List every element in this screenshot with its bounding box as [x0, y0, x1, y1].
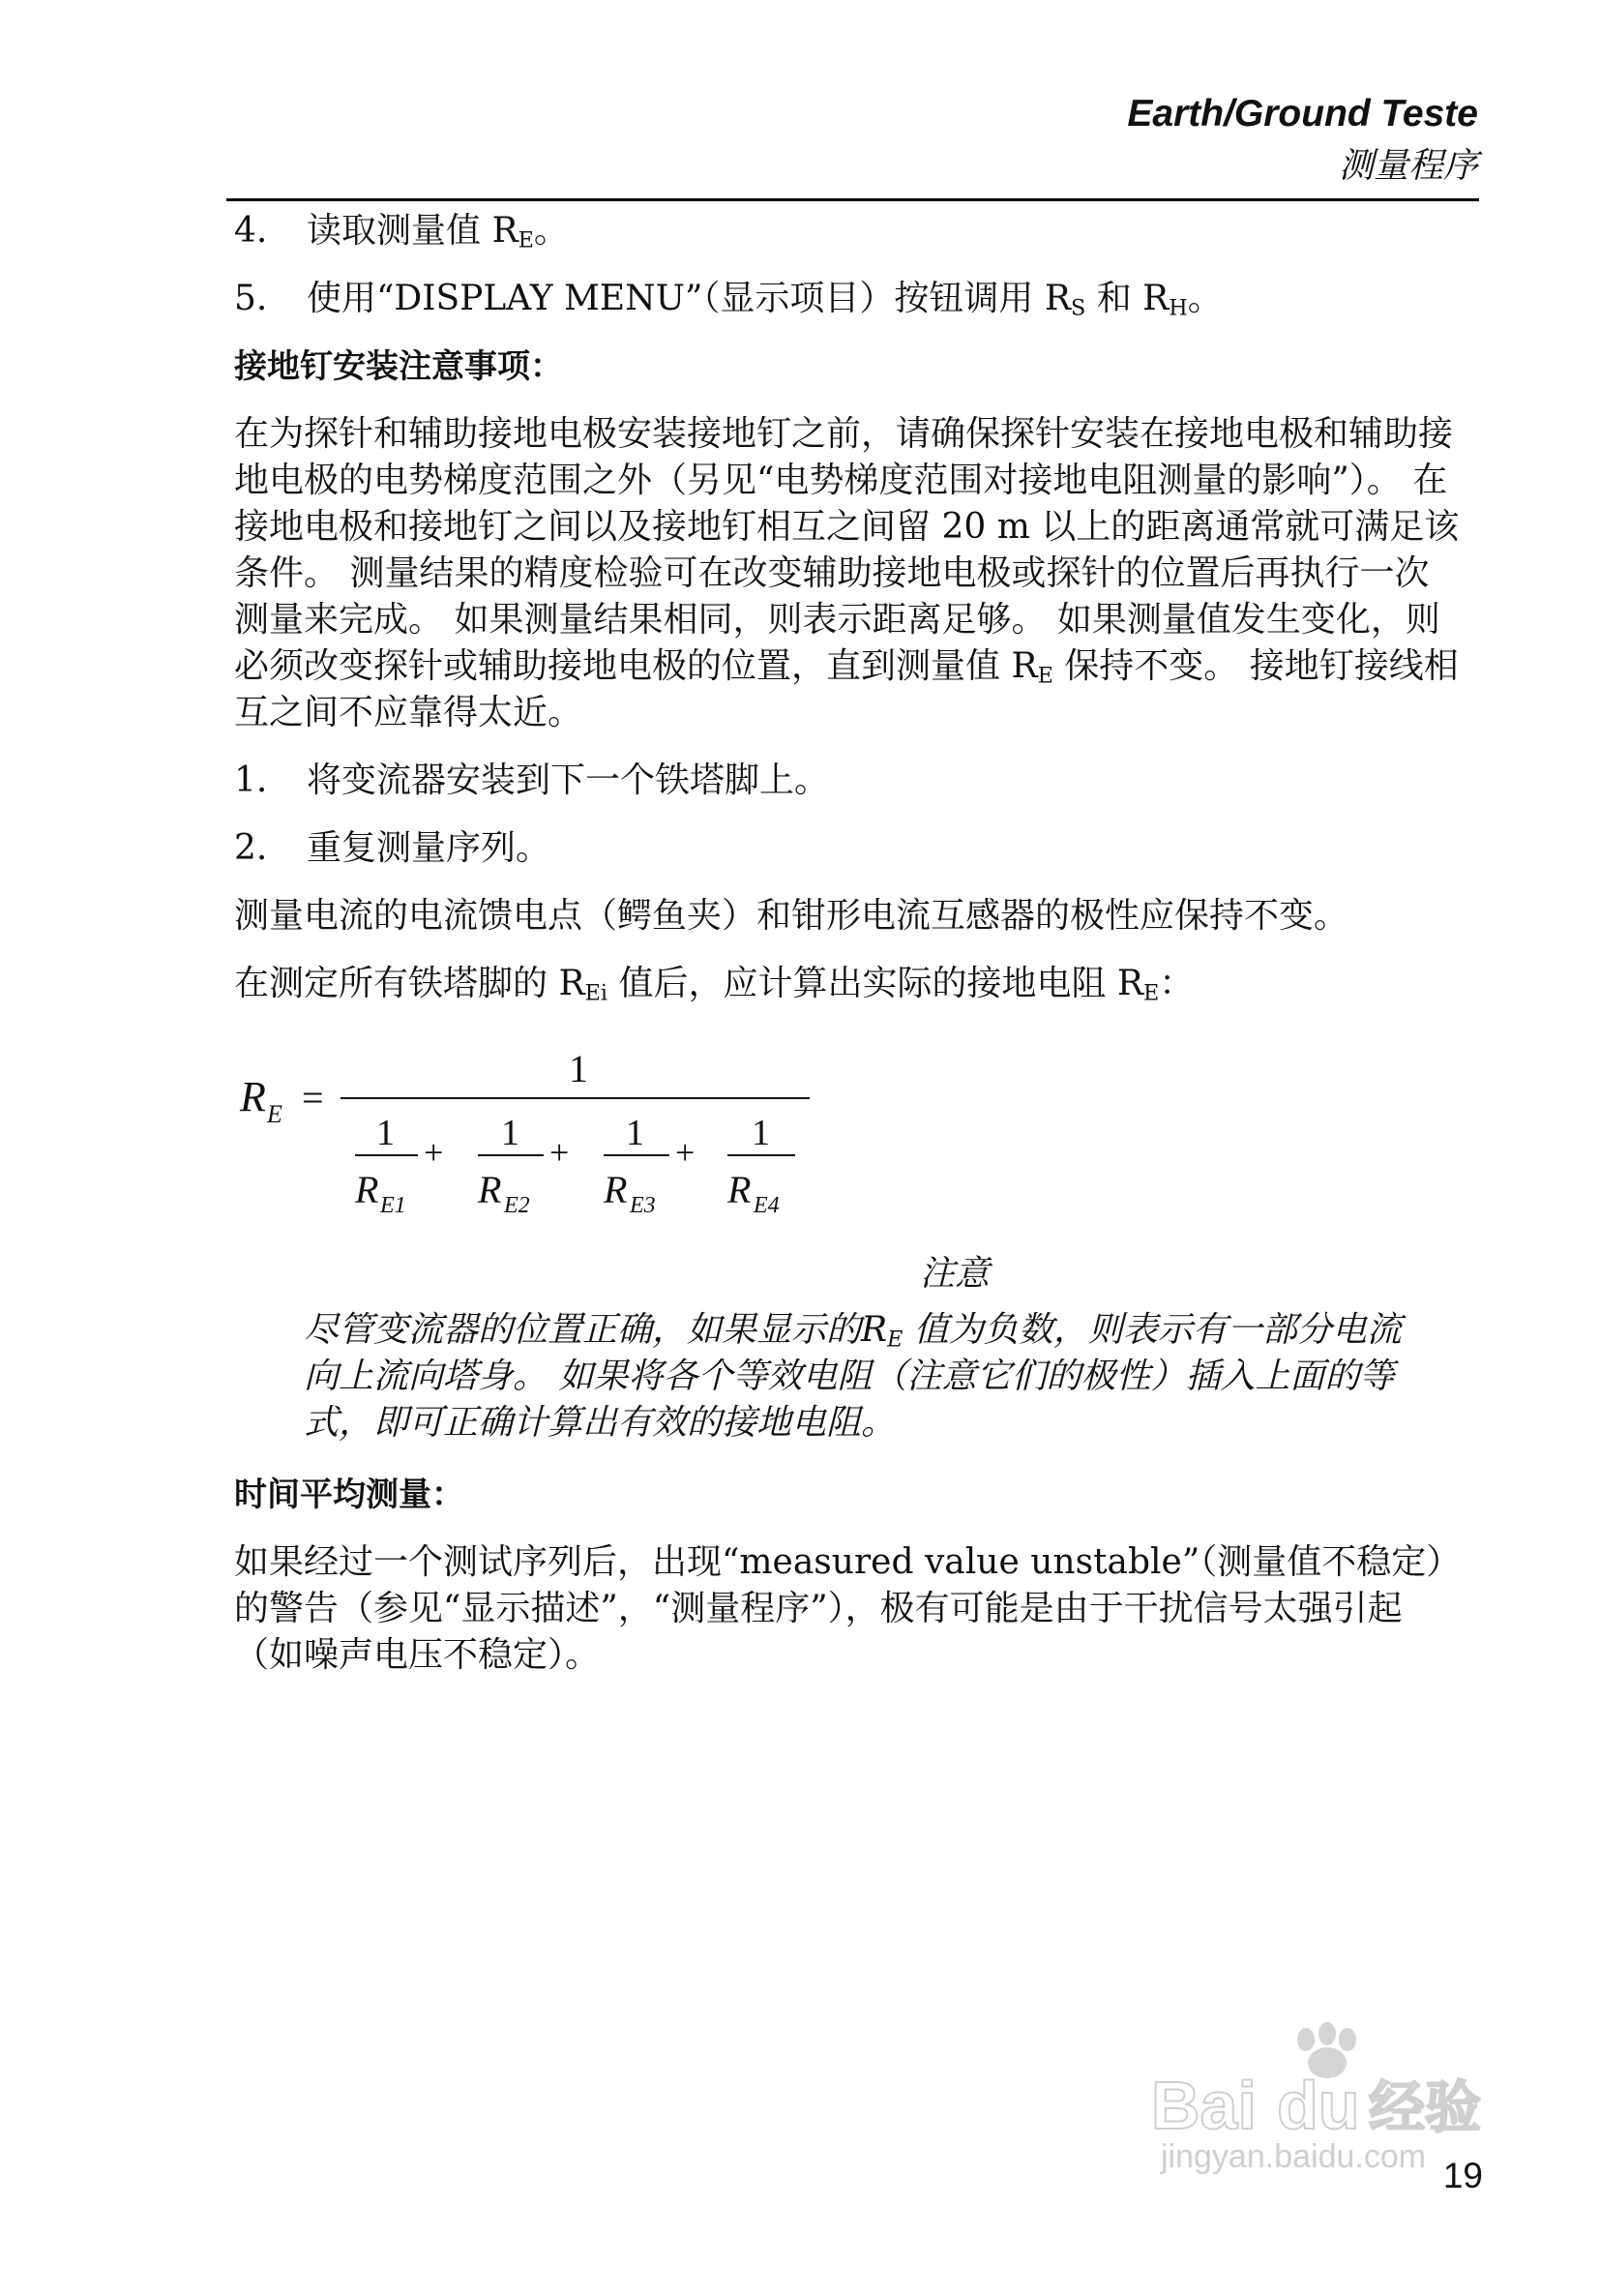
formula-term-2: [477, 1113, 544, 1218]
step-2: [234, 825, 1463, 872]
step-number: 5.: [234, 279, 268, 318]
paragraph-text: ：: [1159, 964, 1195, 1003]
resistance-formula: [234, 1029, 1463, 1222]
formula-term-1: [354, 1113, 418, 1218]
formula-plus: +: [549, 1133, 570, 1172]
term-numerator: 1: [376, 1113, 395, 1153]
step-text: 重复测量序列。: [307, 828, 551, 868]
term-denominator: R: [355, 1168, 379, 1211]
paragraph-text: 值后，应计算出实际的接地电阻 R: [607, 964, 1143, 1003]
paragraph-polarity: 测量电流的电流馈电点（鳄鱼夹）和钳形电流互感器的极性应保持不变。: [234, 896, 1349, 936]
formula-equals: =: [302, 1076, 324, 1119]
formula-term-4: [726, 1113, 795, 1218]
watermark-cn: 经验: [1369, 2074, 1482, 2140]
formula-lhs: R: [240, 1073, 266, 1120]
paragraph-text: 在测定所有铁塔脚的 R: [234, 964, 585, 1003]
step-4: [234, 208, 1463, 254]
subscript: H: [1169, 295, 1188, 321]
term-denominator: R: [478, 1168, 502, 1211]
watermark-url: jingyan.baidu.com: [1161, 2138, 1427, 2175]
header-title: Earth/Ground Teste: [1127, 93, 1478, 134]
header-rule: [226, 198, 1479, 201]
note-title: 注意: [919, 1254, 990, 1294]
step-text-tail: 。: [1187, 279, 1223, 318]
note-body: [234, 1307, 1463, 1446]
paragraph-text: 在为探针和辅助接地电极安装接地钉之前，请确保探针安装在接地电极和辅助接地电极的电势梯度范围之外（另见“电势梯度范围对接地电阻测量的影响”）。 在接地电极和接地钉之间以及接地钉相互之间留 20 m 以上的距离通常就可满足该条件。 测量结果的精度检验可在改变辅助接地电极或探针的位置后再执行一次测量来完成。 如果测量结果相同，则表示距离足够。 如果测量值发生变化，则必须改变探针或辅助接地电极的位置，直到测量值 R: [234, 414, 1460, 686]
step-number: 2.: [234, 828, 268, 868]
step-text-tail: 。: [533, 211, 569, 251]
step-number: 4.: [234, 211, 268, 251]
paragraph-text-tail: 保持不变。 接地钉接线相互之间不应靠得太近。: [234, 646, 1459, 732]
paragraph-calculation: [234, 961, 1463, 1007]
term-numerator: 1: [501, 1113, 519, 1153]
paragraph-time-averaging: 如果经过一个测试序列后，出现“measured value unstable”（测量值不稳定）的警告（参见“显示描述”，“测量程序”），极有可能是由于干扰信号太强引起（如噪声电压不稳定）。: [234, 1542, 1462, 1675]
term-subscript: E2: [504, 1193, 530, 1218]
term-numerator: 1: [626, 1113, 644, 1153]
term-denominator: R: [727, 1168, 752, 1211]
subscript: E: [1143, 980, 1160, 1006]
formula-plus: +: [424, 1133, 444, 1172]
subscript: S: [1070, 295, 1086, 321]
subscript: Ei: [584, 980, 607, 1006]
term-denominator: R: [604, 1168, 628, 1211]
step-text: 使用“DISPLAY MENU”（显示项目）按钮调用 R: [307, 279, 1071, 318]
subscript: E: [887, 1327, 903, 1353]
paragraph-stake-installation: [234, 411, 1463, 736]
formula-lhs-sub: E: [267, 1100, 282, 1128]
formula-graphic: [234, 1029, 911, 1222]
step-text-mid: 和 R: [1085, 279, 1170, 318]
step-1: [234, 758, 1463, 804]
formula-numerator: 1: [569, 1047, 588, 1090]
step-number: 1.: [234, 760, 268, 800]
term-subscript: E1: [380, 1193, 406, 1218]
step-text: 读取测量值 R: [307, 211, 518, 251]
term-subscript: E3: [630, 1193, 656, 1218]
note-text-tail: 值为负数，则表示有一部分电流向上流向塔身。 如果将各个等效电阻（注意它们的极性）插入上面的等式，即可正确计算出有效的接地电阻。: [304, 1310, 1402, 1443]
baidu-jingyan-watermark: [1151, 2022, 1538, 2177]
subscript: E: [518, 227, 534, 253]
watermark-brand: Bai: [1151, 2068, 1257, 2143]
step-text: 将变流器安装到下一个铁塔脚上。: [307, 760, 830, 800]
page-number: 19: [1442, 2156, 1483, 2195]
note-text: 尽管变流器的位置正确，如果显示的R: [304, 1310, 888, 1350]
section-heading-ground-stakes: 接地钉安装注意事项：: [234, 347, 563, 386]
term-subscript: E4: [754, 1193, 780, 1218]
step-5: [234, 276, 1463, 322]
formula-plus: +: [675, 1133, 696, 1172]
section-heading-time-averaging: 时间平均测量：: [234, 1476, 464, 1514]
term-numerator: 1: [752, 1113, 770, 1153]
watermark-brand-2: du: [1277, 2068, 1360, 2143]
page-body: [234, 208, 1463, 1700]
formula-term-3: [603, 1113, 669, 1218]
subscript: E: [1037, 663, 1053, 689]
header-subtitle: 测量程序: [1338, 146, 1478, 186]
